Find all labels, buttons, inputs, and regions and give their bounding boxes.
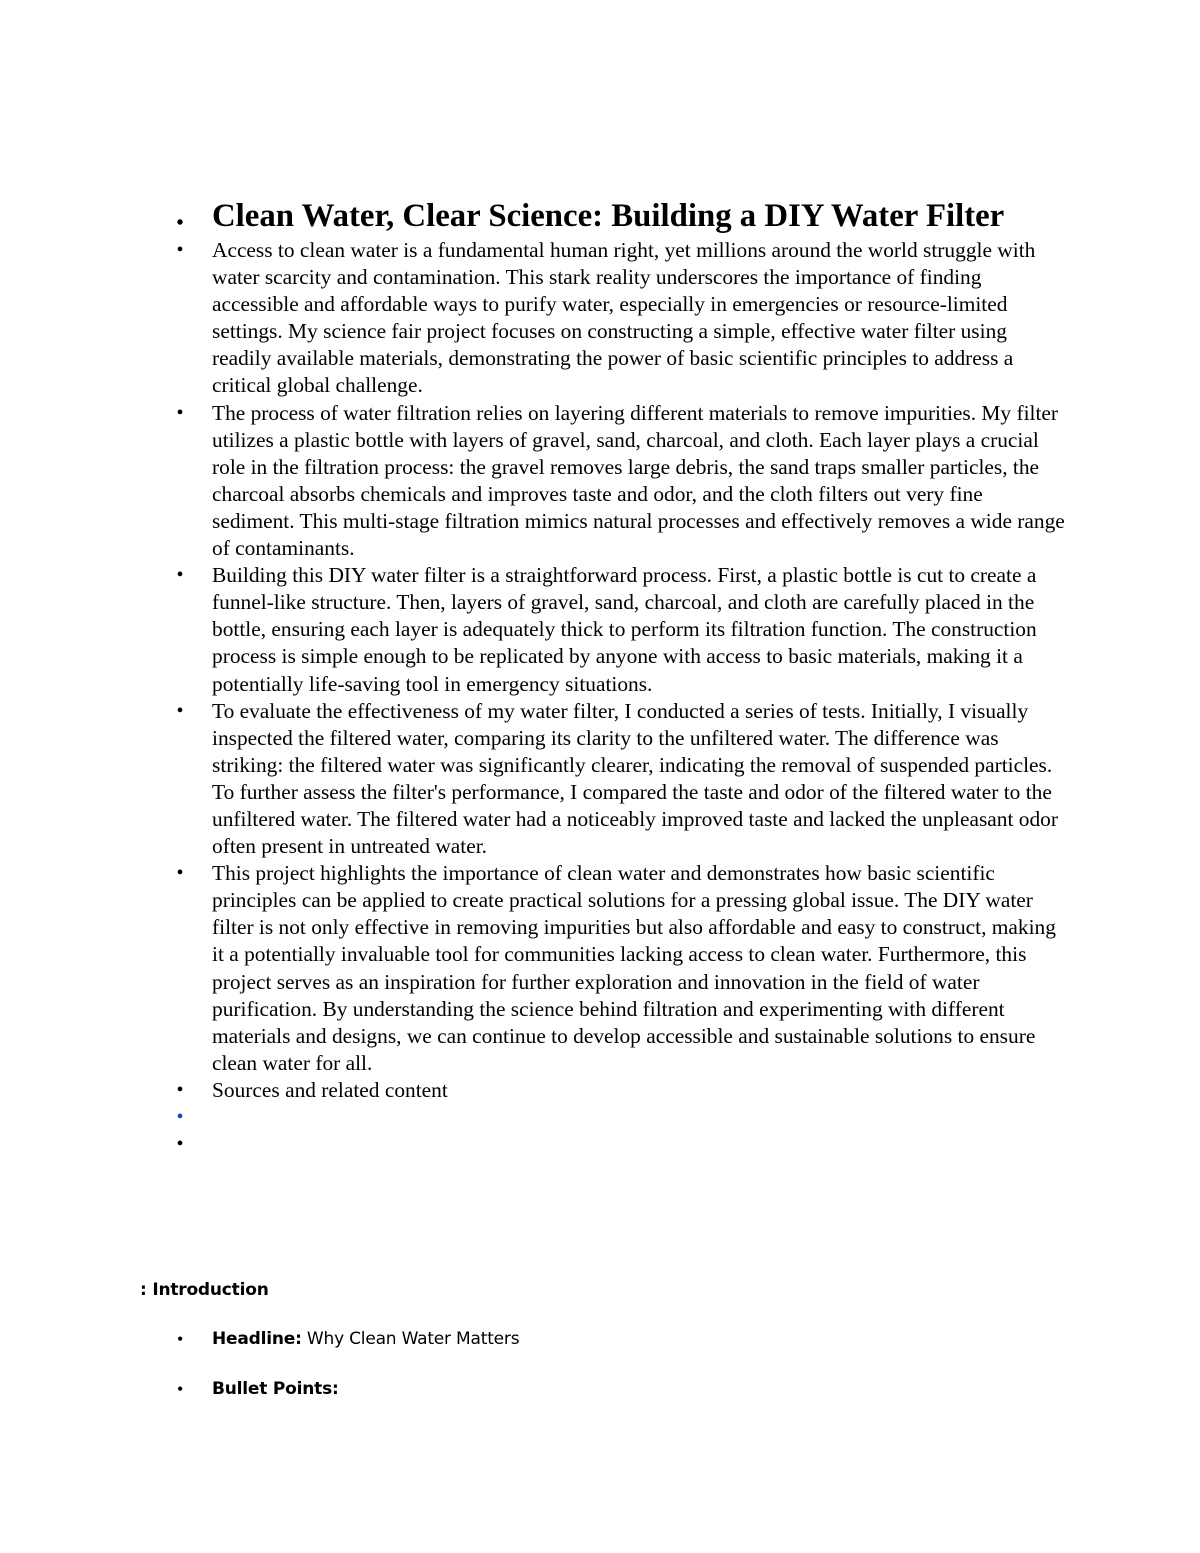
list-item [0, 237, 1200, 400]
bullet-icon: • [176, 862, 184, 885]
outline-label: Headline: [212, 1329, 302, 1349]
link-bullet-icon: • [176, 1106, 184, 1128]
paragraph-text: This project highlights the importance of clean water and demonstrates how basic scientific principles can be applied to create practical solutions for a pressing global issue. The DIY water filter is not only effective in removing impurities but also affordable and easy to construct, making it a potentially invaluable tool for communities lacking access to clean water. Furthermore, this project serves as an inspiration for further exploration and innovation in the field of water purification. By understanding the science behind filtration and experimenting with different materials and designs, we can continue to develop accessible and sustainable solutions to ensure clean water for all. [212, 861, 1056, 1075]
outline-value: Why Clean Water Matters [301, 1329, 520, 1349]
section-heading: : Introduction [140, 1280, 269, 1300]
list-item [0, 400, 1200, 563]
main-bullet-list [0, 196, 1200, 1158]
bullet-icon: • [176, 212, 184, 234]
bullet-icon: • [176, 1133, 184, 1156]
bullet-icon: • [176, 1329, 184, 1349]
list-item [0, 698, 1200, 861]
list-item [0, 562, 1200, 697]
list-item-title [0, 196, 1200, 237]
list-item [0, 860, 1200, 1077]
bullet-icon: • [176, 401, 184, 424]
outline-item-bullet-points [0, 1377, 1200, 1401]
paragraph-text: Building this DIY water filter is a straightforward process. First, a plastic bottle is cut to create a funnel-like structure. Then, layers of gravel, sand, charcoal, and cloth are carefully placed in the bottle, ensuring each layer is adequately thick to perform its filtration function. The construction process is simple enough to be replicated by anyone with access to basic materials, making it a potentially life-saving tool in emergency situations. [212, 563, 1037, 696]
sources-label: Sources and related content [212, 1077, 448, 1102]
list-item-empty [0, 1131, 1200, 1158]
bullet-icon: • [176, 239, 184, 261]
outline-label: Bullet Points: [212, 1379, 339, 1399]
document-title: Clean Water, Clear Science: Building a DIY Water Filter [212, 198, 1005, 234]
paragraph-text: To evaluate the effectiveness of my water filter, I conducted a series of tests. Initially, I visually inspected the filtered water, comparing its clarity to the unfiltered water. The difference was striking: the filtered water was significantly clearer, indicating the removal of suspended particles. To further assess the filter's performance, I compared the taste and odor of the filtered water to the unfiltered water. The filtered water had a noticeably improved taste and lacked the unpleasant odor often present in untreated water. [212, 698, 1058, 859]
outline-list [0, 1327, 1200, 1427]
list-item-sources [0, 1077, 1200, 1104]
outline-item-headline [0, 1327, 1200, 1351]
list-item-empty-link[interactable] [0, 1104, 1200, 1131]
paragraph-text: Access to clean water is a fundamental human right, yet millions around the world struggle with water scarcity and contamination. This stark reality underscores the importance of finding accessible and affordable ways to purify water, especially in emergencies or resource-limited settings. My science fair project focuses on constructing a simple, effective water filter using readily available materials, demonstrating the power of basic scientific principles to address a critical global challenge. [212, 238, 1036, 398]
paragraph-text: The process of water filtration relies on layering different materials to remove impurities. My filter utilizes a plastic bottle with layers of gravel, sand, charcoal, and cloth. Each layer plays a crucial role in the filtration process: the gravel removes large debris, the sand traps smaller particles, the charcoal absorbs chemicals and improves taste and odor, and the cloth filters out very fine sediment. This multi-stage filtration mimics natural processes and effectively removes a wide range of contaminants. [212, 400, 1065, 561]
bullet-icon: • [176, 699, 184, 722]
bullet-icon: • [176, 1078, 184, 1101]
bullet-icon: • [176, 564, 184, 587]
bullet-icon: • [176, 1379, 184, 1399]
